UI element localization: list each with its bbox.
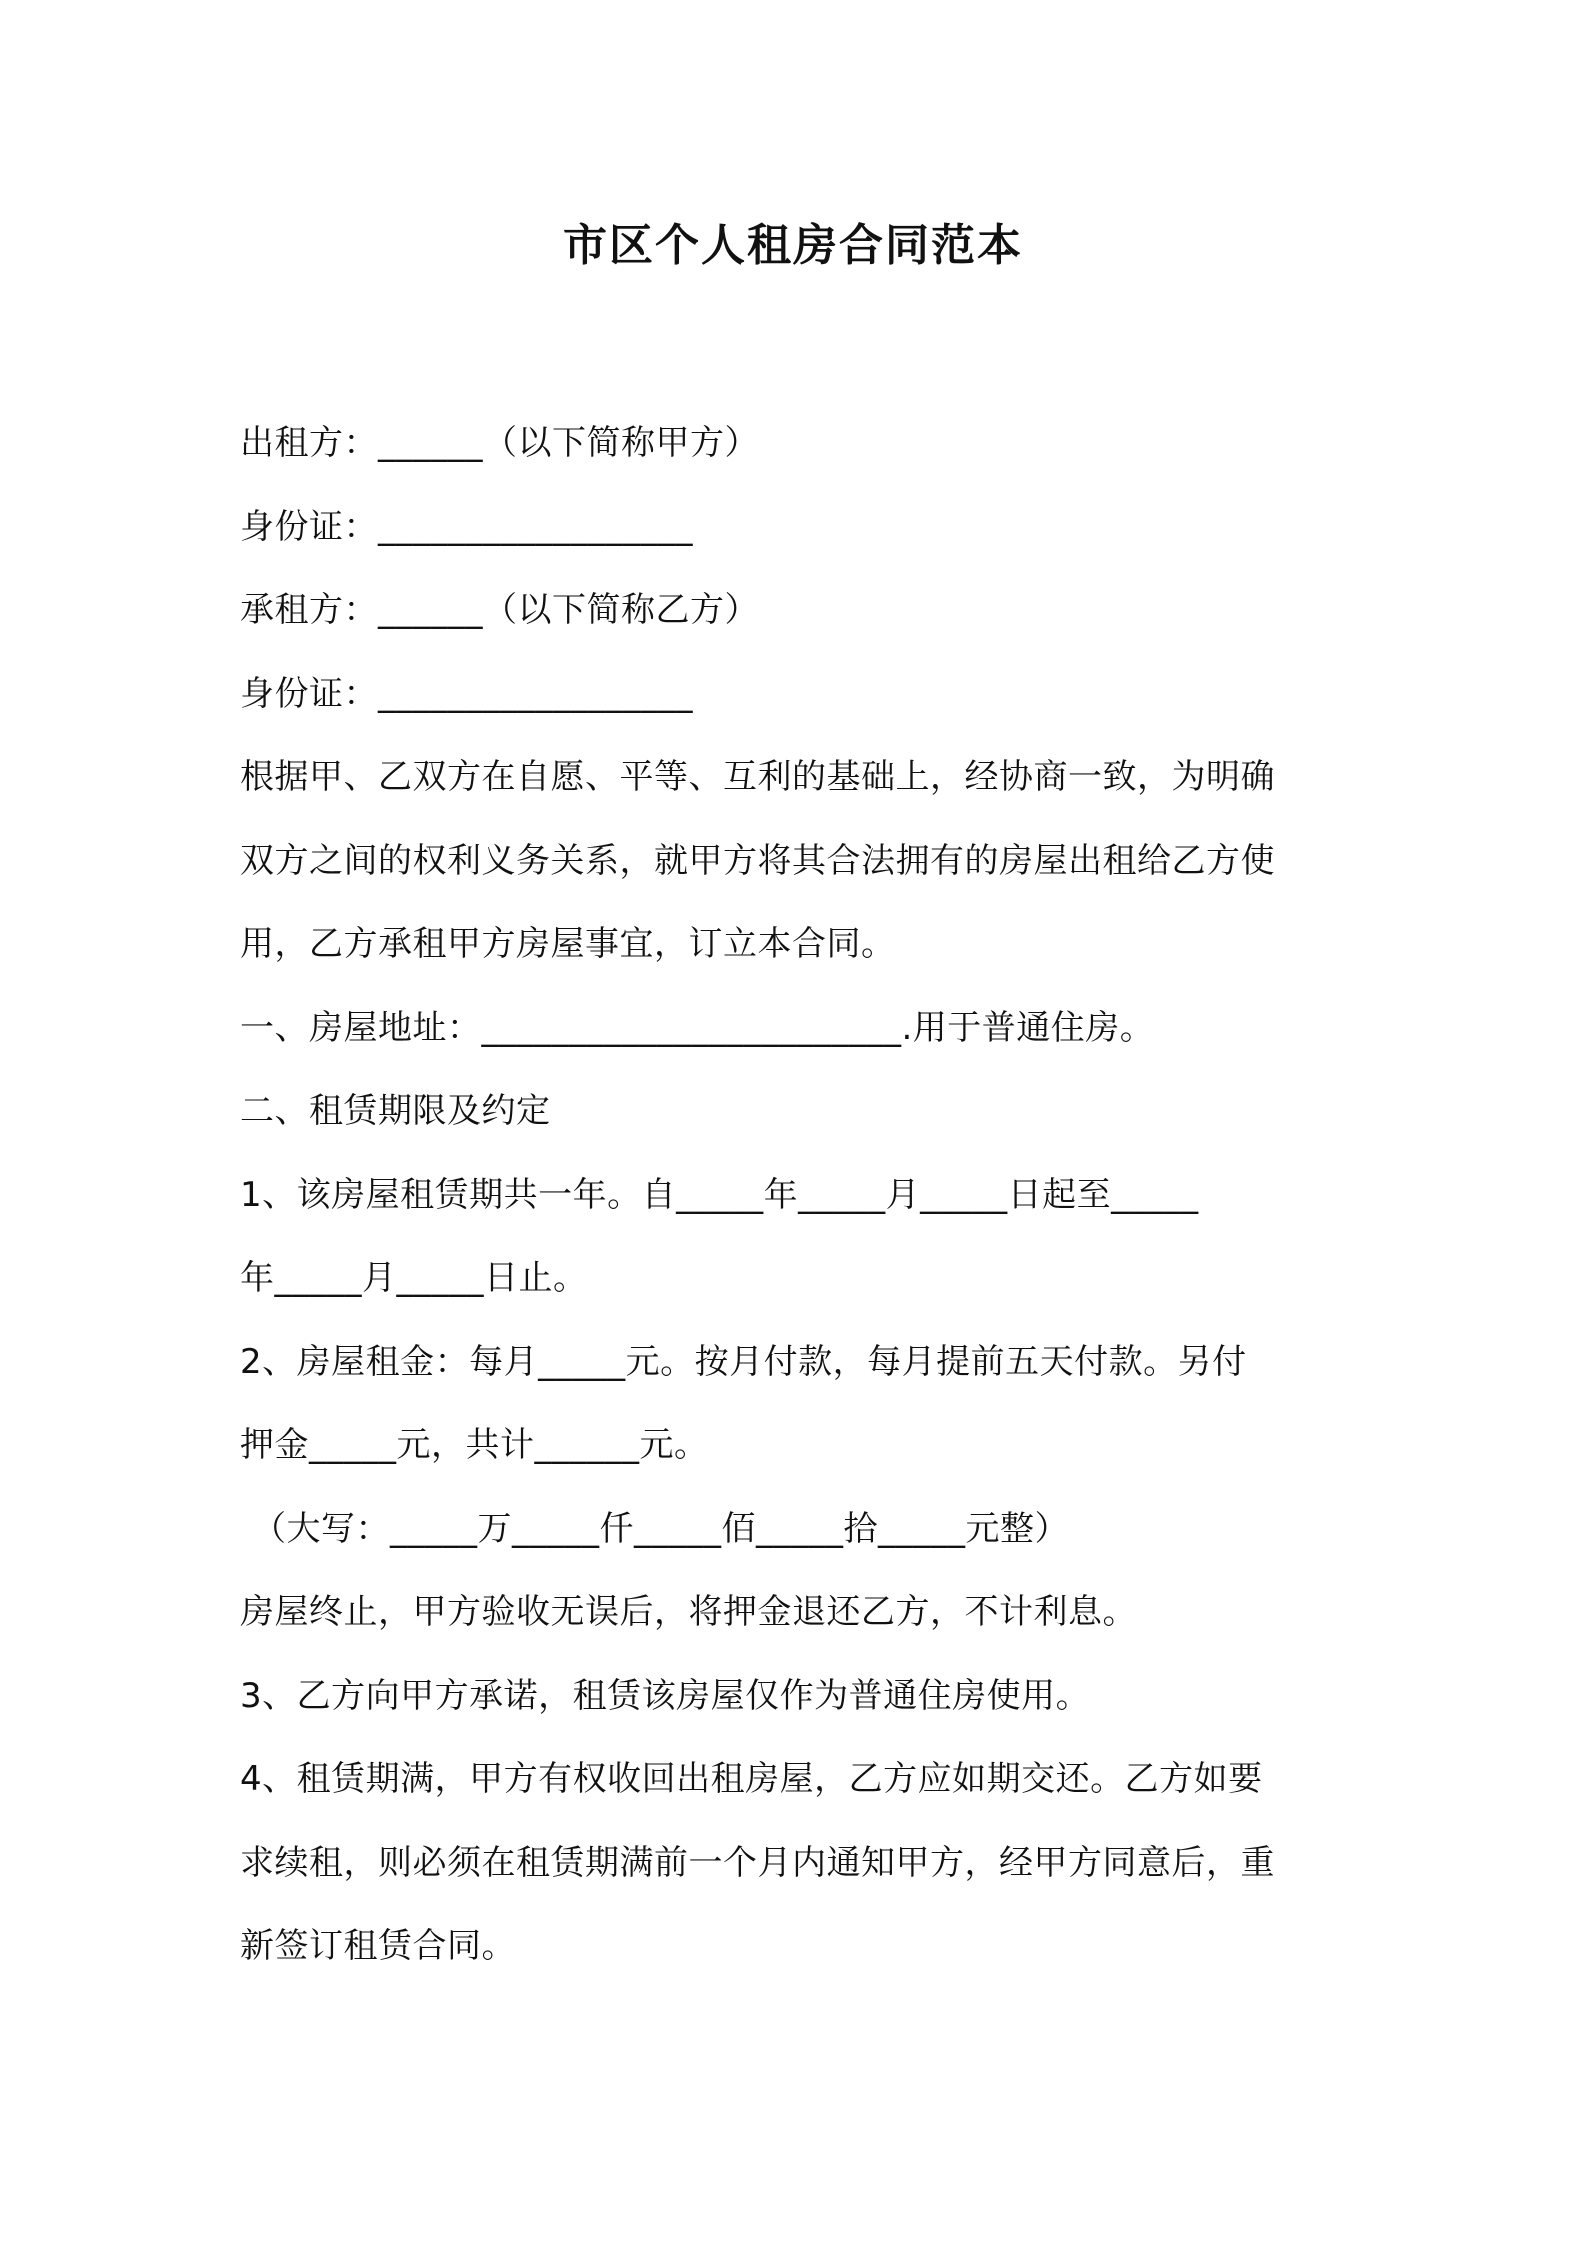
clause-4-line-3: 新签订租赁合同。 <box>240 1926 516 1966</box>
clause-2-deposit-return: 房屋终止，甲方验收无误后，将押金退还乙方，不计利息。 <box>240 1592 1137 1632</box>
lessor-id-line: 身份证：__________________ <box>240 506 693 547</box>
clause-4-line-2: 求续租，则必须在租赁期满前一个月内通知甲方，经甲方同意后，重 <box>240 1842 1275 1883</box>
lessee-line: 承租方：______（以下简称乙方） <box>240 590 759 630</box>
clause-2-line-2: 押金_____元，共计______元。 <box>240 1425 709 1465</box>
preamble-line-2: 双方之间的权利义务关系，就甲方将其合法拥有的房屋出租给乙方使 <box>240 840 1275 881</box>
clause-4-line-1: 4、租赁期满，甲方有权收回出租房屋，乙方应如期交还。乙方如要 <box>240 1759 1263 1799</box>
clause-1-line-2: 年_____月_____日止。 <box>240 1258 588 1298</box>
clause-1-line-1: 1、该房屋租赁期共一年。自_____年_____月_____日起至_____ <box>240 1174 1199 1215</box>
section-1-address: 一、房屋地址：________________________.用于普通住房。 <box>240 1007 1155 1048</box>
lessor-line: 出租方：______（以下简称甲方） <box>240 423 759 463</box>
preamble-line-1: 根据甲、乙双方在自愿、平等、互利的基础上，经协商一致，为明确 <box>240 757 1275 797</box>
clause-2-amount-in-words: （大写：_____万_____仟_____佰_____拾_____元整） <box>252 1508 1069 1549</box>
clause-2-line-1: 2、房屋租金：每月_____元。按月付款，每月提前五天付款。另付 <box>240 1341 1247 1382</box>
clause-3: 3、乙方向甲方承诺，租赁该房屋仅作为普通住房使用。 <box>240 1675 1091 1716</box>
document-title: 市区个人租房合同范本 <box>563 220 1023 271</box>
lessee-id-line: 身份证：__________________ <box>240 673 693 714</box>
preamble-line-3: 用，乙方承租甲方房屋事宜，订立本合同。 <box>240 924 896 964</box>
document-body <box>240 402 1370 1989</box>
section-2-heading: 二、租赁期限及约定 <box>240 1091 551 1131</box>
